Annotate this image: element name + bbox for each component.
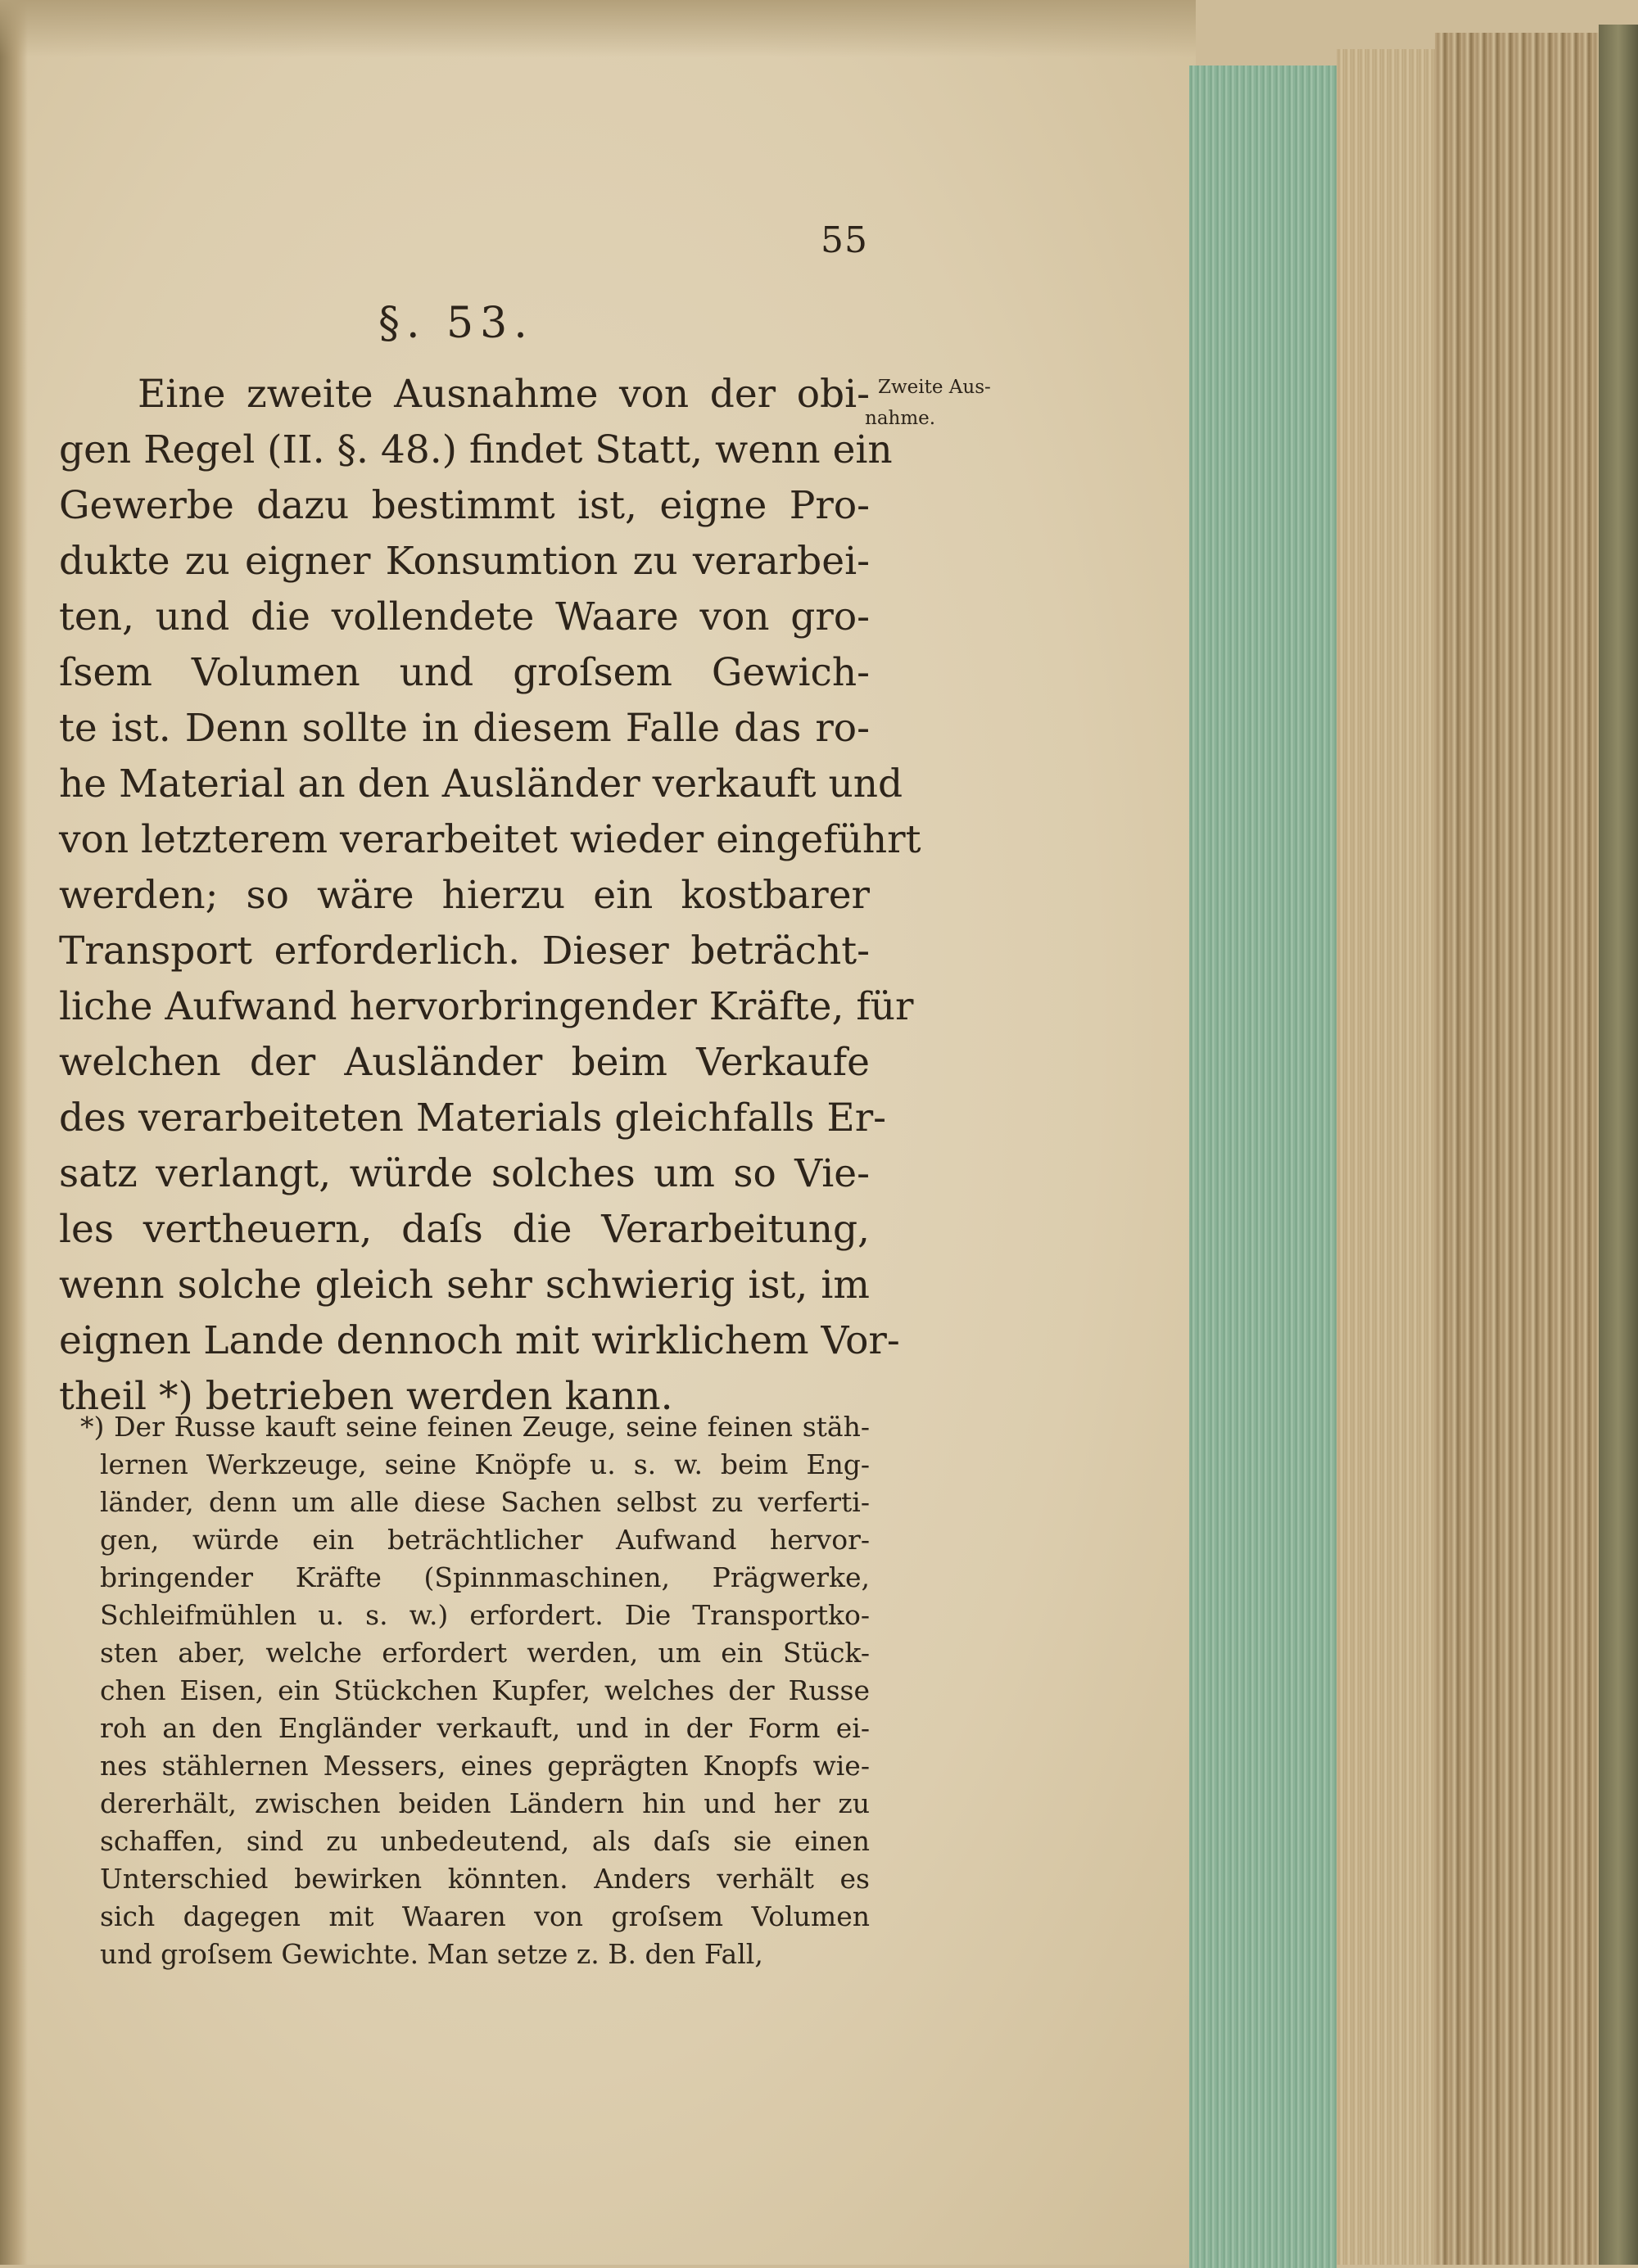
body-line: satz verlangt, würde solches um so Vie- [59,1151,870,1196]
gutter-shadow [0,0,28,2265]
footnote-line: länder, denn um alle diese Sachen selbst zu verferti- [100,1486,870,1518]
body-line: he Material an den Ausländer verkauft und [59,761,903,806]
body-line: ten, und die vollendete Waare von gro- [59,594,870,639]
footnote-line: und groſsem Gewichte. Man setze z. B. den Fall, [100,1938,763,1970]
footnote-line: Unterschied bewirken könnten. Anders verhält es [100,1863,870,1895]
body-line: dukte zu eigner Konsumtion zu verarbei- [59,539,870,584]
body-line: theil *) betrieben werden kann. [59,1374,673,1419]
margin-note-line: Zweite Aus- [878,377,991,398]
page-edges-worn [1435,33,1599,2265]
footnote-line: gen, würde ein beträchtlicher Aufwand hervor- [100,1524,870,1556]
body-line: Transport erforderlich. Dieser beträcht- [59,928,870,974]
footnote-line: lernen Werkzeuge, seine Knöpfe u. s. w. beim Eng- [100,1448,870,1480]
footnote-line: nes stählernen Messers, eines geprägten Knopfs wie- [100,1750,870,1782]
body-line: werden; so wäre hierzu ein kostbarer [59,873,870,918]
body-line: von letzterem verarbeitet wieder eingeführt [59,817,921,862]
top-edge-shadow [0,0,1196,57]
footnote-line: chen Eisen, ein Stückchen Kupfer, welches der Russe [100,1674,870,1706]
margin-note-line: nahme. [865,408,936,429]
page-edges-tan [1337,49,1435,2265]
footnote-line: sich dagegen mit Waaren von groſsem Volumen [100,1900,870,1932]
footnote-line: roh an den Engländer verkauft, und in der Form ei- [100,1712,870,1744]
footnote-line: *) Der Russe kauft seine feinen Zeuge, seine feinen stäh- [80,1411,870,1443]
body-line: te ist. Denn sollte in diesem Falle das ro- [59,706,870,751]
footnote-line: Schleifmühlen u. s. w.) erfordert. Die Transportko- [100,1599,870,1631]
footnote-line: dererhält, zwischen beiden Ländern hin und her zu [100,1787,870,1819]
body-line: ſsem Volumen und groſsem Gewich- [59,650,870,695]
body-line: welchen der Ausländer beim Verkaufe [59,1040,870,1085]
book-cover-edge [1599,25,1638,2265]
body-line: les vertheuern, daſs die Verarbeitung, [59,1207,870,1252]
footnote-line: bringender Kräfte (Spinnmaschinen, Prägwerke, [100,1561,870,1593]
footnote-line: sten aber, welche erfordert werden, um ein Stück- [100,1637,870,1669]
body-line: wenn solche gleich sehr schwierig ist, im [59,1263,870,1308]
body-line: eignen Lande dennoch mit wirklichem Vor- [59,1318,900,1363]
section-heading: §. 53. [378,299,534,348]
body-line: des verarbeiteten Materials gleichfalls Er- [59,1096,887,1141]
body-line: Eine zweite Ausnahme von der obi- [138,372,870,417]
body-line: gen Regel (II. §. 48.) findet Statt, wenn ein [59,427,893,472]
body-line: liche Aufwand hervorbringender Kräfte, für [59,984,914,1029]
page-number: 55 [821,219,868,261]
footnote-line: schaffen, sind zu unbedeutend, als daſs sie einen [100,1825,870,1857]
page-edges-green [1189,66,1337,2268]
body-line: Gewerbe dazu bestimmt ist, eigne Pro- [59,483,870,528]
